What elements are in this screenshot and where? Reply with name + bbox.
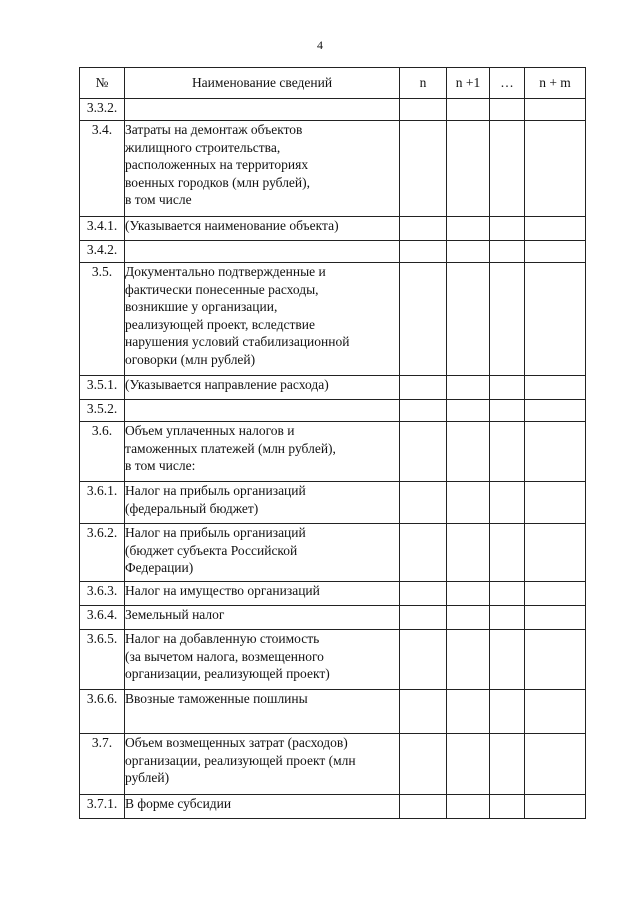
value-cell	[447, 734, 490, 795]
value-cell	[525, 630, 586, 690]
value-cell	[525, 422, 586, 482]
table-row	[80, 400, 586, 422]
value-cell	[400, 606, 447, 630]
value-cell	[447, 795, 490, 819]
value-cell	[400, 630, 447, 690]
table-row	[80, 630, 586, 690]
value-cell	[400, 400, 447, 422]
value-cell	[525, 690, 586, 734]
row-number: 3.5.	[80, 263, 125, 376]
value-cell	[447, 400, 490, 422]
table-row	[80, 582, 586, 606]
value-cell	[490, 400, 525, 422]
value-cell	[490, 690, 525, 734]
value-cell	[400, 121, 447, 217]
value-cell	[447, 606, 490, 630]
value-cell	[447, 422, 490, 482]
table-row	[80, 376, 586, 400]
table-row	[80, 734, 586, 795]
table-row	[80, 422, 586, 482]
header-ellipsis: …	[490, 68, 525, 99]
value-cell	[400, 795, 447, 819]
value-cell	[525, 121, 586, 217]
table-header-row	[80, 68, 586, 99]
header-name: Наименование сведений	[125, 68, 400, 99]
value-cell	[400, 263, 447, 376]
row-name	[125, 400, 400, 422]
header-year-n: n	[400, 68, 447, 99]
value-cell	[400, 524, 447, 582]
value-cell	[447, 582, 490, 606]
header-year-n-plus-m: n + m	[525, 68, 586, 99]
row-name: (Указывается направление расхода)	[125, 376, 400, 400]
row-name: (Указывается наименование объекта)	[125, 217, 400, 241]
table-row	[80, 121, 586, 217]
value-cell	[490, 241, 525, 263]
value-cell	[525, 795, 586, 819]
value-cell	[400, 217, 447, 241]
row-name: В форме субсидии	[125, 795, 400, 819]
value-cell	[525, 482, 586, 524]
row-name: Налог на добавленную стоимость (за вычетом налога, возмещенного организации, реализующей проект)	[125, 630, 400, 690]
table-row	[80, 263, 586, 376]
row-number: 3.6.6.	[80, 690, 125, 734]
row-number: 3.6.1.	[80, 482, 125, 524]
value-cell	[525, 400, 586, 422]
table-row	[80, 482, 586, 524]
value-cell	[525, 734, 586, 795]
row-number: 3.3.2.	[80, 99, 125, 121]
value-cell	[400, 99, 447, 121]
table-row	[80, 606, 586, 630]
value-cell	[447, 99, 490, 121]
value-cell	[490, 263, 525, 376]
value-cell	[447, 524, 490, 582]
row-number: 3.6.2.	[80, 524, 125, 582]
value-cell	[490, 422, 525, 482]
value-cell	[400, 376, 447, 400]
value-cell	[490, 734, 525, 795]
row-number: 3.5.1.	[80, 376, 125, 400]
value-cell	[525, 241, 586, 263]
value-cell	[490, 482, 525, 524]
header-year-n-plus-1: n +1	[447, 68, 490, 99]
value-cell	[490, 217, 525, 241]
row-number: 3.4.	[80, 121, 125, 217]
value-cell	[490, 582, 525, 606]
value-cell	[400, 690, 447, 734]
value-cell	[525, 524, 586, 582]
table-row	[80, 690, 586, 734]
value-cell	[525, 606, 586, 630]
row-number: 3.7.	[80, 734, 125, 795]
value-cell	[490, 795, 525, 819]
value-cell	[447, 482, 490, 524]
row-name	[125, 99, 400, 121]
value-cell	[490, 606, 525, 630]
row-number: 3.6.5.	[80, 630, 125, 690]
value-cell	[400, 734, 447, 795]
row-number: 3.6.	[80, 422, 125, 482]
value-cell	[447, 121, 490, 217]
value-cell	[525, 99, 586, 121]
row-name	[125, 241, 400, 263]
table-row	[80, 795, 586, 819]
table-row	[80, 99, 586, 121]
row-number: 3.4.2.	[80, 241, 125, 263]
value-cell	[447, 217, 490, 241]
row-name: Затраты на демонтаж объектов жилищного строительства, расположенных на территориях военных городков (млн рублей), в том числе	[125, 121, 400, 217]
value-cell	[525, 217, 586, 241]
value-cell	[490, 121, 525, 217]
header-number: №	[80, 68, 125, 99]
row-name: Документально подтвержденные и фактически понесенные расходы, возникшие у организации, реализующей проект, вследствие нарушения условий стабилизационной оговорки (млн рублей)	[125, 263, 400, 376]
value-cell	[447, 630, 490, 690]
value-cell	[400, 582, 447, 606]
row-number: 3.4.1.	[80, 217, 125, 241]
row-number: 3.5.2.	[80, 400, 125, 422]
page-number: 4	[317, 38, 323, 52]
value-cell	[490, 630, 525, 690]
value-cell	[447, 263, 490, 376]
data-table	[79, 67, 586, 819]
value-cell	[525, 263, 586, 376]
value-cell	[400, 422, 447, 482]
row-name: Налог на прибыль организаций (федеральный бюджет)	[125, 482, 400, 524]
table-row	[80, 524, 586, 582]
value-cell	[400, 482, 447, 524]
row-name: Объем возмещенных затрат (расходов) организации, реализующей проект (млн рублей)	[125, 734, 400, 795]
row-name: Налог на имущество организаций	[125, 582, 400, 606]
value-cell	[490, 99, 525, 121]
row-name: Налог на прибыль организаций (бюджет субъекта Российской Федерации)	[125, 524, 400, 582]
table-row	[80, 217, 586, 241]
value-cell	[525, 376, 586, 400]
row-number: 3.7.1.	[80, 795, 125, 819]
value-cell	[447, 241, 490, 263]
row-name: Объем уплаченных налогов и таможенных платежей (млн рублей), в том числе:	[125, 422, 400, 482]
value-cell	[525, 582, 586, 606]
row-number: 3.6.4.	[80, 606, 125, 630]
row-name: Земельный налог	[125, 606, 400, 630]
value-cell	[447, 376, 490, 400]
value-cell	[400, 241, 447, 263]
row-name: Ввозные таможенные пошлины	[125, 690, 400, 734]
table-row	[80, 241, 586, 263]
value-cell	[490, 524, 525, 582]
value-cell	[447, 690, 490, 734]
row-number: 3.6.3.	[80, 582, 125, 606]
value-cell	[490, 376, 525, 400]
